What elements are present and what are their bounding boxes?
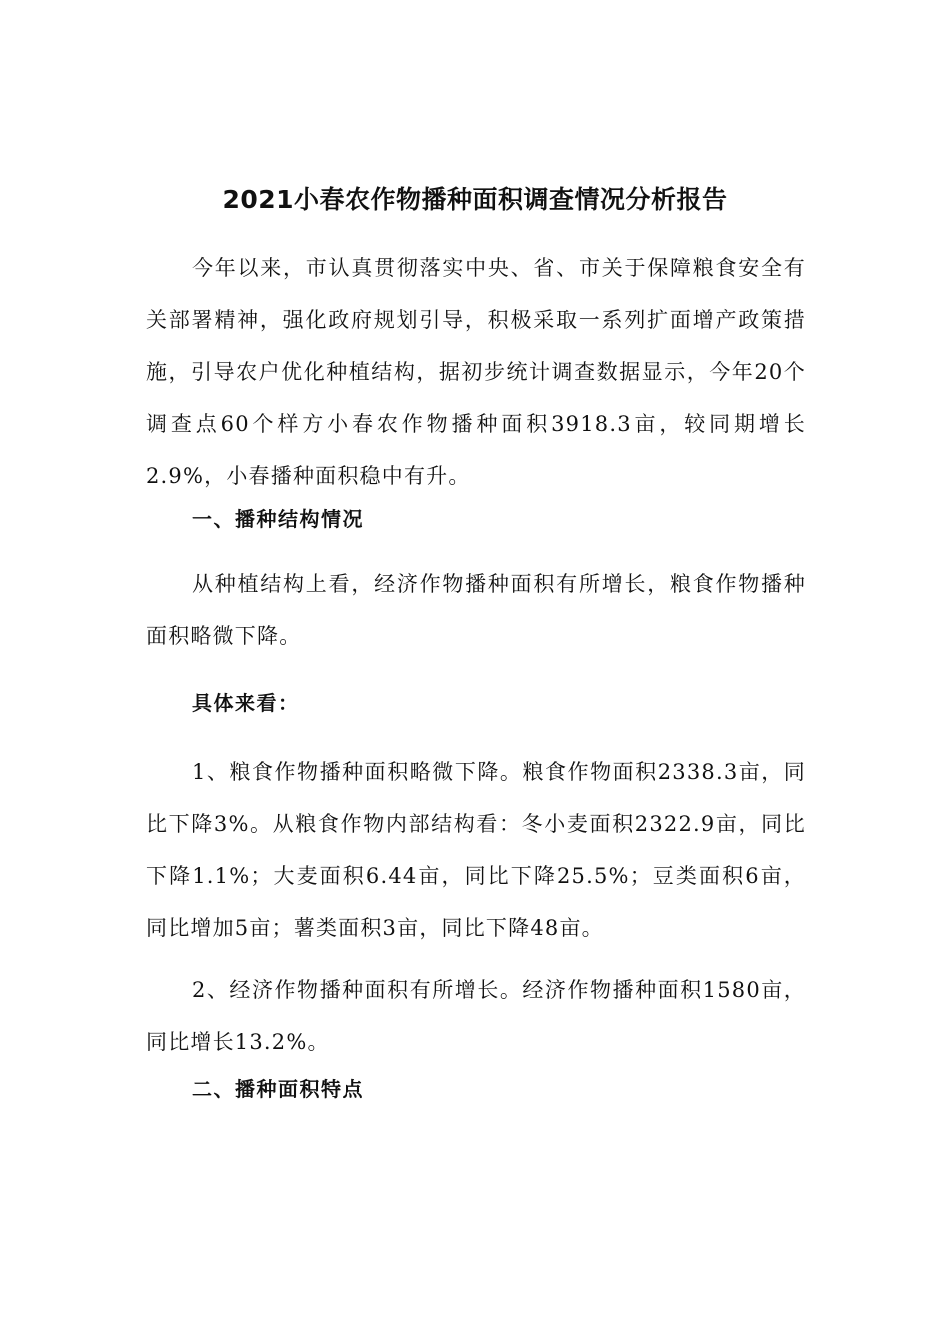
section-1-paragraph: 从种植结构上看，经济作物播种面积有所增长，粮食作物播种面积略微下降。 — [146, 572, 806, 648]
intro-paragraph: 今年以来，市认真贯彻落实中央、省、市关于保障粮食安全有关部署精神，强化政府规划引导，积极采取一系列扩面增产政策措施，引导农户优化种植结构，据初步统计调查数据显示，今年20个调查点60个样方小春农作物播种面积3918.3亩，较同期增长2.9%，小春播种面积稳中有升。 — [146, 256, 806, 488]
section-1-heading: 一、播种结构情况 — [192, 507, 364, 531]
document-title: 2021小春农作物播种面积调查情况分析报告 — [222, 185, 728, 214]
specific-heading: 具体来看： — [192, 691, 300, 715]
item-2-paragraph: 2、经济作物播种面积有所增长。经济作物播种面积1580亩，同比增长13.2%。 — [146, 978, 806, 1054]
section-2-heading: 二、播种面积特点 — [192, 1077, 364, 1101]
item-1-paragraph: 1、粮食作物播种面积略微下降。粮食作物面积2338.3亩，同比下降3%。从粮食作物内部结构看：冬小麦面积2322.9亩，同比下降1.1%；大麦面积6.44亩，同比下降25.5%；豆类面积6亩，同比增加5亩；薯类面积3亩，同比下降48亩。 — [146, 760, 806, 940]
